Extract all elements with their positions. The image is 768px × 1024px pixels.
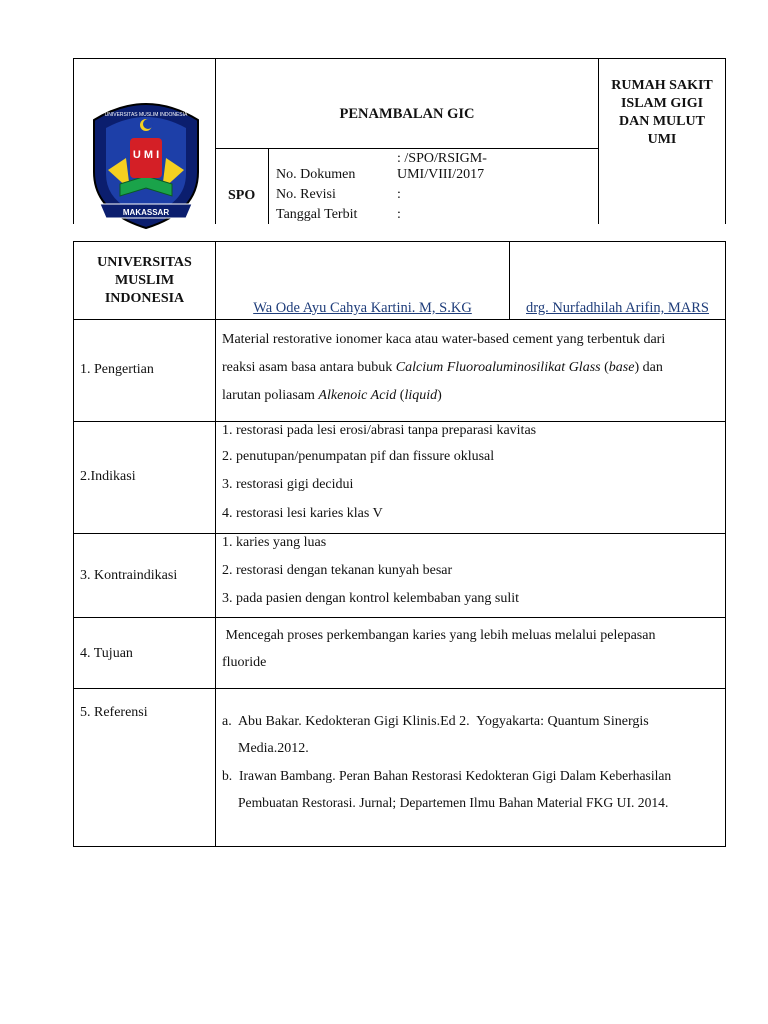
- referensi-b-line-2: Pembuatan Restorasi. Jurnal; Departemen Ilmu Bahan Material FKG UI. 2014.: [238, 795, 669, 810]
- revision-value: :: [397, 187, 401, 202]
- table-bottom-border: [73, 846, 726, 847]
- kontraindikasi-item-2: 2. restorasi dengan tekanan kunyah besar: [222, 563, 453, 578]
- section-label-kontraindikasi: 3. Kontraindikasi: [80, 568, 178, 583]
- section-label-referensi: 5. Referensi: [80, 705, 148, 720]
- kontraindikasi-item-1: 1. karies yang luas: [222, 535, 327, 550]
- issue-date-label: Tanggal Terbit: [276, 207, 358, 222]
- header-title-bottom: [215, 148, 598, 149]
- table-left-border: [73, 241, 74, 847]
- header-top-border: [73, 58, 726, 59]
- institution-line-1: UNIVERSITAS: [97, 255, 192, 270]
- row-divider-tujuan: [73, 688, 726, 689]
- section-label-pengertian: 1. Pengertian: [80, 362, 154, 377]
- spo-label: SPO: [228, 188, 256, 203]
- institution-line-3: INDONESIA: [104, 291, 185, 306]
- signer-2-name: drg. Nurfadhilah Arifin, MARS: [526, 300, 709, 316]
- pengertian-line-1: Material restorative ionomer kaca atau water-based cement yang terbentuk dari: [222, 332, 666, 347]
- document-title: PENAMBALAN GIC: [339, 106, 475, 122]
- tujuan-line-1: Mencegah proses perkembangan karies yang lebih meluas melalui pelepasan: [222, 628, 656, 643]
- logo-center-text: U M I: [132, 149, 160, 161]
- indikasi-item-4: 4. restorasi lesi karies klas V: [222, 506, 383, 521]
- indikasi-item-2: 2. penutupan/penumpatan pif dan fissure oklusal: [222, 449, 495, 464]
- referensi-a-line-2: Media.2012.: [238, 741, 309, 756]
- doc-number-value-2: UMI/VIII/2017: [397, 167, 485, 182]
- hospital-name-line-2: ISLAM GIGI: [620, 96, 704, 111]
- institution-line-2: MUSLIM: [114, 273, 175, 288]
- logo-bottom-text: MAKASSAR: [122, 208, 170, 217]
- tujuan-line-2: fluoride: [222, 655, 267, 670]
- indikasi-item-3: 3. restorasi gigi decidui: [222, 477, 354, 492]
- table-label-divider: [215, 241, 216, 847]
- section-label-tujuan: 4. Tujuan: [80, 646, 133, 661]
- table-top-border: [73, 241, 726, 242]
- indikasi-item-1: 1. restorasi pada lesi erosi/abrasi tanpa preparasi kavitas: [222, 423, 537, 438]
- pengertian-line-3: larutan poliasam Alkenoic Acid (liquid): [222, 388, 442, 403]
- kontraindikasi-item-3: 3. pada pasien dengan kontrol kelembaban yang sulit: [222, 591, 520, 606]
- header-logo-divider: [215, 58, 216, 224]
- university-logo: [86, 92, 206, 232]
- doc-number-label: No. Dokumen: [276, 167, 356, 182]
- logo-ring-text: UNIVERSITAS MUSLIM INDONESIA: [104, 112, 188, 118]
- revision-label: No. Revisi: [276, 187, 336, 202]
- row-divider-approval: [73, 319, 726, 320]
- hospital-name-line-4: UMI: [647, 132, 677, 147]
- header-spo-divider: [268, 148, 269, 224]
- table-right-border: [725, 241, 726, 847]
- hospital-name-line-1: RUMAH SAKIT: [611, 78, 713, 93]
- header-left-border: [73, 58, 74, 224]
- issue-date-value: :: [397, 207, 401, 222]
- doc-number-value-1: : /SPO/RSIGM-: [397, 151, 487, 166]
- hospital-name-line-3: DAN MULUT: [619, 114, 705, 129]
- section-label-indikasi: 2.Indikasi: [80, 469, 136, 484]
- referensi-a-line-1: a. Abu Bakar. Kedokteran Gigi Klinis.Ed 2. Yogyakarta: Quantum Sinergis: [222, 714, 649, 729]
- signer-1-name: Wa Ode Ayu Cahya Kartini. M, S.KG: [253, 300, 472, 316]
- header-right-border: [725, 58, 726, 224]
- row-divider-kontraindikasi: [73, 617, 726, 618]
- pengertian-line-2: reaksi asam basa antara bubuk Calcium Fluoroaluminosilikat Glass (base) dan: [222, 360, 663, 375]
- referensi-b-line-1: b. Irawan Bambang. Peran Bahan Restorasi Kedokteran Gigi Dalam Keberhasilan: [222, 768, 672, 783]
- row-divider-indikasi: [73, 533, 726, 534]
